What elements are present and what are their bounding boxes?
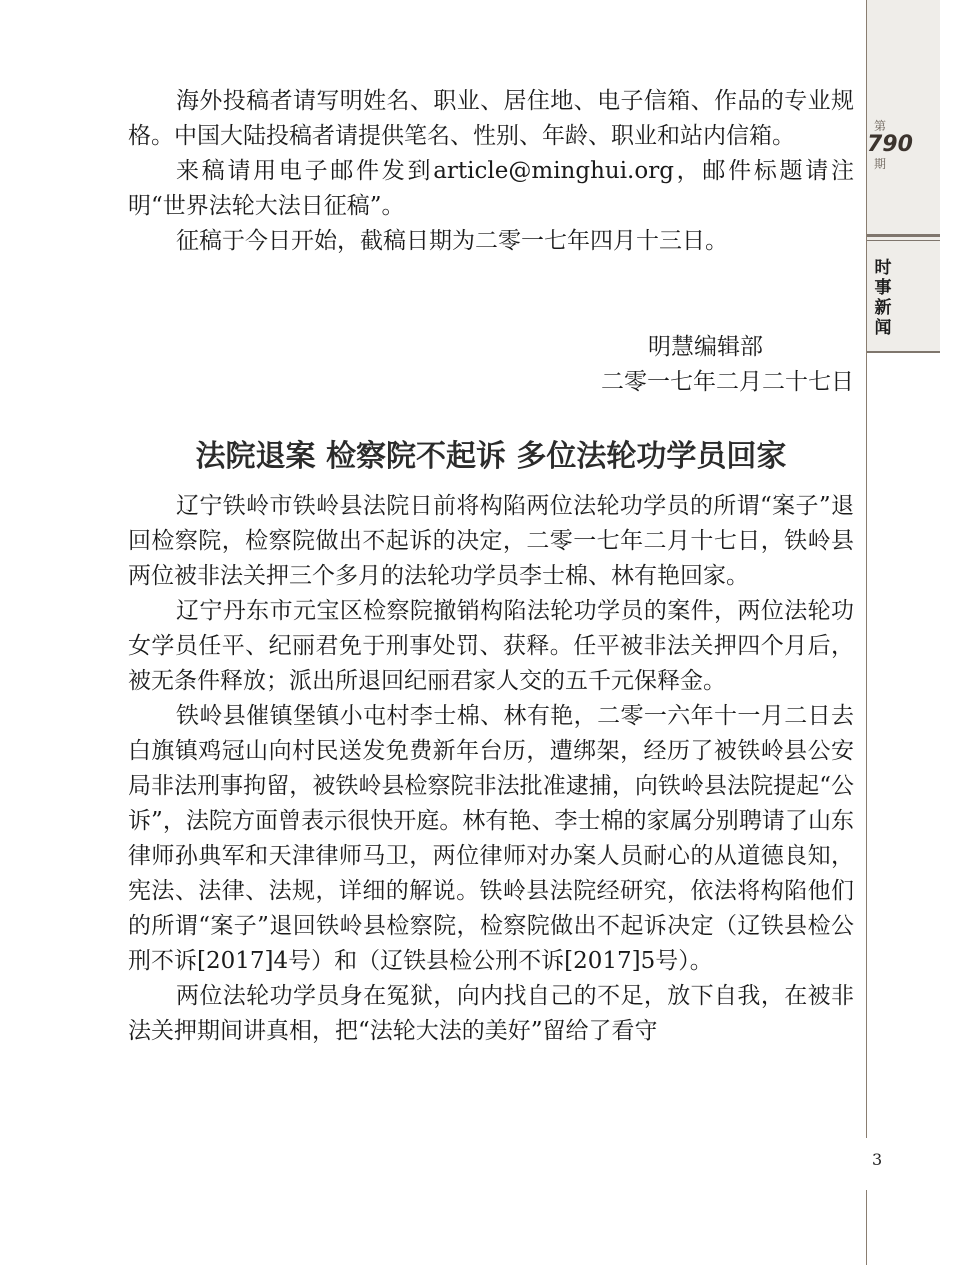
paragraph: 辽宁丹东市元宝区检察院撤销构陷法轮功学员的案件，两位法轮功女学员任平、纪丽君免于刑事处罚、获释。任平被非法关押四个月后，被无条件释放；派出所退回纪丽君家人交的五千元保释金。 xyxy=(128,598,854,694)
tab-divider-thin xyxy=(867,240,940,241)
paragraph: 两位法轮功学员身在冤狱，向内找自己的不足，放下自我，在被非法关押期间讲真相，把“法轮大法的美好”留给了看守 xyxy=(128,983,854,1044)
signature-block xyxy=(128,330,854,400)
issue-suffix: 期 xyxy=(873,157,886,171)
top-text-block xyxy=(128,84,854,259)
issue-number: 790 xyxy=(867,132,913,157)
tab-divider-bottom xyxy=(867,351,940,353)
signature-org: 明慧编辑部 xyxy=(648,334,763,360)
paragraph: 铁岭县催镇堡镇小屯村李士棉、林有艳，二零一六年十一月二日去白旗镇鸡冠山向村民送发免费新年台历，遭绑架，经历了被铁岭县公安局非法刑事拘留，被铁岭县检察院非法批准逮捕，向铁岭县法院提起“公诉”，法院方面曾表示很快开庭。林有艳、李士棉的家属分别聘请了山东律师孙典军和天津律师马卫，两位律师对办案人员耐心的从道德良知，宪法、法律、法规，详细的解说。铁岭县法院经研究，依法将构陷他们的所谓“案子”退回铁岭县检察院，检察院做出不起诉决定（辽铁县检公刑不诉[2017]4号）和（辽铁县检公刑不诉[2017]5号）。 xyxy=(128,703,854,974)
side-rule xyxy=(866,0,867,1265)
article-title: 法院退案 检察院不起诉 多位法轮功学员回家 xyxy=(195,439,787,474)
paragraph: 来稿请用电子邮件发到article@minghui.org，邮件标题请注明“世界法轮大法日征稿”。 xyxy=(128,158,854,219)
page-number-gap xyxy=(862,1138,871,1190)
article-body xyxy=(128,489,854,1049)
page-number: 3 xyxy=(872,1150,883,1169)
signature-date: 二零一七年二月二十七日 xyxy=(601,369,854,395)
paragraph: 海外投稿者请写明姓名、职业、居住地、电子信箱、作品的专业规格。中国大陆投稿者请提供笔名、性别、年龄、职业和站内信箱。 xyxy=(128,88,854,149)
tab-divider-thick xyxy=(867,234,940,237)
paragraph: 辽宁铁岭市铁岭县法院日前将构陷两位法轮功学员的所谓“案子”退回检察院，检察院做出不起诉的决定，二零一七年二月十七日，铁岭县两位被非法关押三个多月的法轮功学员李士棉、林有艳回家。 xyxy=(128,493,854,589)
issue-marker xyxy=(867,118,913,172)
paragraph: 征稿于今日开始，截稿日期为二零一七年四月十三日。 xyxy=(176,228,728,254)
section-label: 时事新闻 xyxy=(874,258,892,338)
side-tab-margin xyxy=(940,0,978,352)
issue-prefix: 第 xyxy=(873,119,886,133)
